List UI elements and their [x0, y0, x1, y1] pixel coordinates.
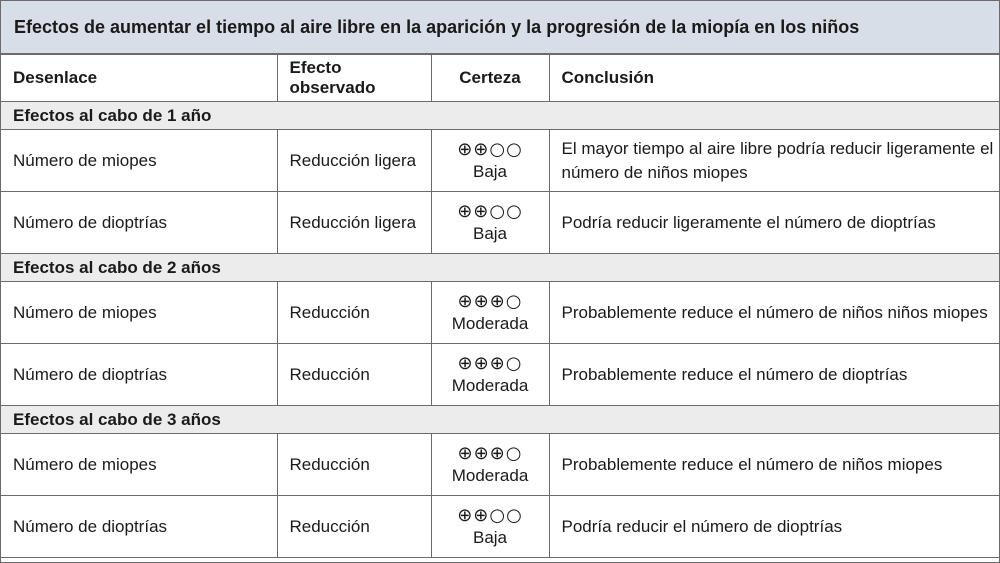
section-label: Efectos al cabo de 2 años: [1, 254, 999, 282]
table-row: [1, 192, 999, 254]
table-row: [1, 344, 999, 406]
section-row: [1, 406, 999, 434]
conclusion-cell: El mayor tiempo al aire libre podría reducir ligeramente el número de niños miopes: [549, 130, 999, 192]
effect-cell: Reducción: [277, 434, 431, 496]
certainty-cell: [431, 130, 549, 192]
conclusion-cell: Probablemente reduce el número de niños niños miopes: [549, 282, 999, 344]
section-label: Efectos al cabo de 1 año: [1, 102, 999, 130]
evidence-table: [1, 54, 999, 558]
certainty-label: Moderada: [451, 375, 529, 395]
outcome-cell: Número de miopes: [1, 130, 277, 192]
conclusion-cell: Podría reducir el número de dioptrías: [549, 496, 999, 558]
certainty-cell: [431, 344, 549, 406]
effect-cell: Reducción ligera: [277, 192, 431, 254]
certainty-rating-icon: ⊕⊕○○: [457, 138, 523, 160]
certainty-rating-icon: ⊕⊕⊕○: [457, 352, 523, 374]
conclusion-cell: Probablemente reduce el número de niños miopes: [549, 434, 999, 496]
outcome-cell: Número de miopes: [1, 434, 277, 496]
effect-cell: Reducción: [277, 282, 431, 344]
outcome-cell: Número de dioptrías: [1, 192, 277, 254]
section-label: Efectos al cabo de 3 años: [1, 406, 999, 434]
section-row: [1, 102, 999, 130]
header-row: [1, 55, 999, 102]
certainty-cell: [431, 192, 549, 254]
certainty-label: Baja: [472, 223, 508, 243]
effect-cell: Reducción: [277, 344, 431, 406]
table-row: [1, 434, 999, 496]
outcome-cell: Número de dioptrías: [1, 344, 277, 406]
certainty-label: Baja: [472, 527, 508, 547]
certainty-rating-icon: ⊕⊕⊕○: [457, 442, 523, 464]
certainty-cell: [431, 282, 549, 344]
conclusion-cell: Probablemente reduce el número de dioptrías: [549, 344, 999, 406]
table-title: Efectos de aumentar el tiempo al aire libre en la aparición y la progresión de la miopía en los niños: [1, 1, 999, 54]
header-certainty: Certeza: [431, 55, 549, 102]
certainty-cell: [431, 434, 549, 496]
certainty-cell: [431, 496, 549, 558]
effect-cell: Reducción: [277, 496, 431, 558]
table-row: [1, 130, 999, 192]
certainty-rating-icon: ⊕⊕○○: [457, 504, 523, 526]
certainty-rating-icon: ⊕⊕○○: [457, 200, 523, 222]
certainty-label: Baja: [472, 161, 508, 181]
header-outcome: Desenlace: [1, 55, 277, 102]
header-effect: Efecto observado: [277, 55, 431, 102]
effect-cell: Reducción ligera: [277, 130, 431, 192]
certainty-label: Moderada: [451, 465, 529, 485]
certainty-rating-icon: ⊕⊕⊕○: [457, 290, 523, 312]
table-row: [1, 282, 999, 344]
conclusion-cell: Podría reducir ligeramente el número de dioptrías: [549, 192, 999, 254]
outcome-cell: Número de dioptrías: [1, 496, 277, 558]
certainty-label: Moderada: [451, 313, 529, 333]
outcome-cell: Número de miopes: [1, 282, 277, 344]
section-row: [1, 254, 999, 282]
header-conclusion: Conclusión: [549, 55, 999, 102]
table-row: [1, 496, 999, 558]
